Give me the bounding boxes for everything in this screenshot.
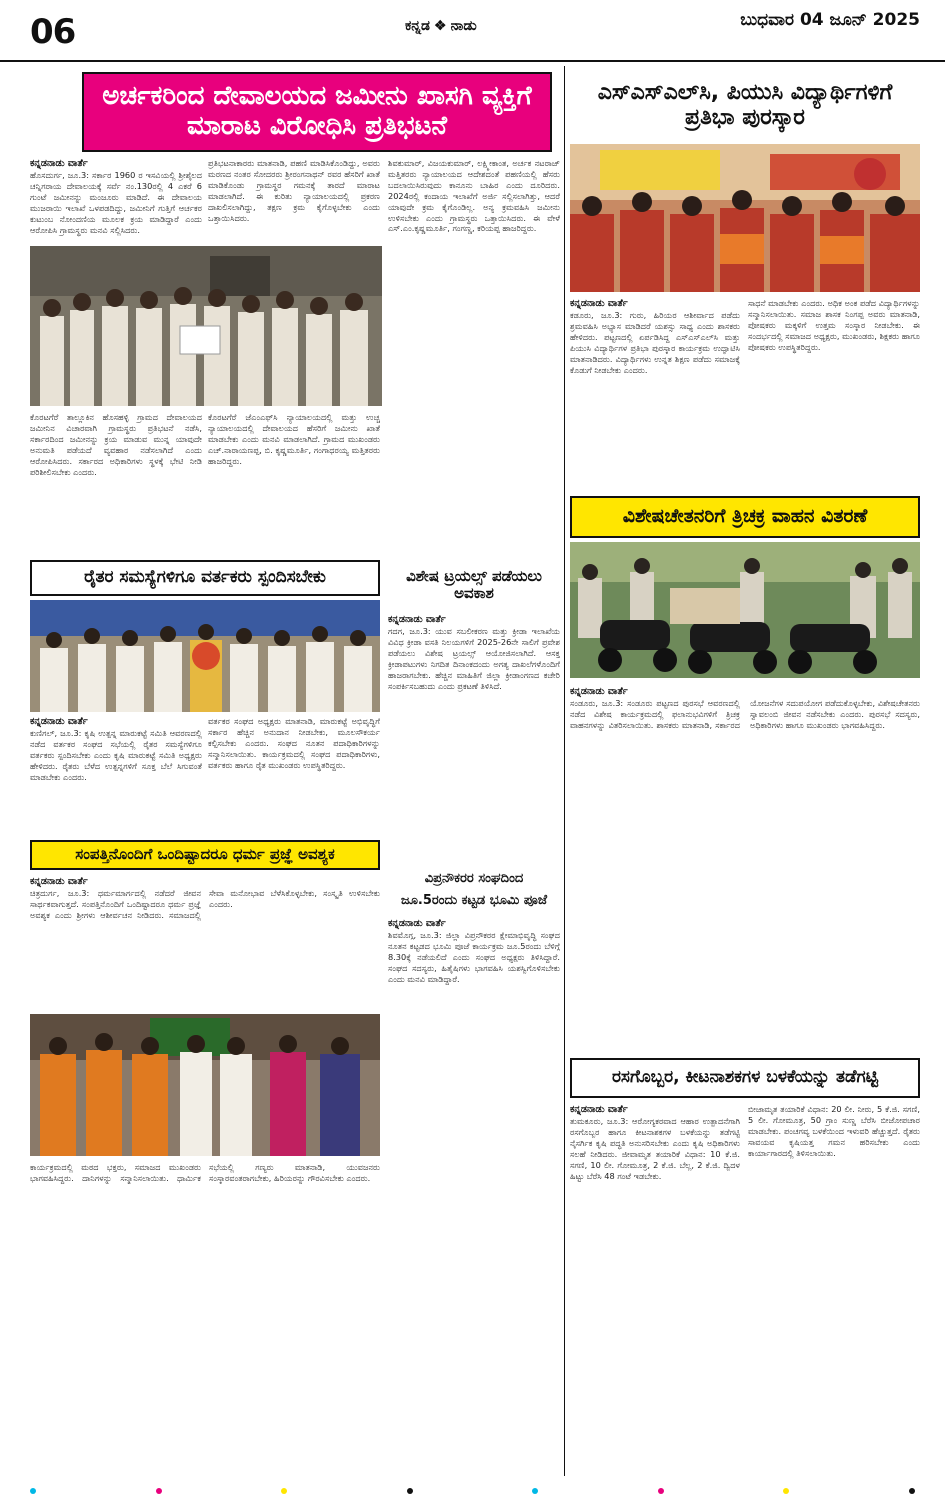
story-tricycle: ಸಂಡೂರು, ಜೂ.3: ಸಂಡೂರು ಪಟ್ಟಣದ ಪುರಸಭೆ ಆವರಣದಲ್ಲಿ ನಡೆದ ವಿಶೇಷ ಕಾರ್ಯಕ್ರಮದಲ್ಲಿ ಫಲಾನುಭವಿಗಳಿಗೆ ತ್ರಿಚಕ್ರ ವಾಹನಗಳನ್ನು ವಿತರಿಸಲಾಯಿತು. ಶಾಸಕರು ಮಾತನಾಡಿ, ಸರ್ಕಾರದ ಯೋಜನೆಗಳ ಸದುಪಯೋಗ ಪಡೆದುಕೊಳ್ಳಬೇಕು, ವಿಶೇಷಚೇತನರು ಸ್ವಾವಲಂಬಿ ಜೀವನ ನಡೆಸಬೇಕು ಎಂದರು. ಪುರಸಭೆ ಸದಸ್ಯರು, ಅಧಿಕಾರಿಗಳು ಹಾಗೂ ಮುಖಂಡರು ಭಾಗವಹಿಸಿದ್ದರು. xyxy=(570,698,920,730)
story-temple-land-3: ಶಿವಕುಮಾರ್, ವಿಜಯಕುಮಾರ್, ಲಕ್ಷ್ಮೀಕಾಂತ, ಅರ್ಚಕ ನಟರಾಜ್ ಮತ್ತಿತರರು ನ್ಯಾಯಾಲಯದ ಆದೇಶದಂತೆ ಪಹಣಿಯಲ್ಲಿ ಹೆಸರು ಬದಲಾಯಿಸಿರುವುದು ಕಾನೂನು ಬಾಹಿರ ಎಂದು ದೂರಿದರು. 2024ರಲ್ಲಿ ಕಂದಾಯ ಇಲಾಖೆಗೆ ಅರ್ಜಿ ಸಲ್ಲಿಸಲಾಗಿತ್ತು, ಆದರೆ ಯಾವುದೇ ಕ್ರಮ ಕೈಗೊಂಡಿಲ್ಲ. ಅನ್ಯ ಕ್ರಮವಹಿಸಿ ಜಮೀನು ಉಳಿಸಬೇಕು ಎಂದು ಗ್ರಾಮಸ್ಥರು ಒತ್ತಾಯಿಸಿದರು. ಈ ವೇಳೆ ಎಸ್.ಎಂ.ಕೃಷ್ಣಮೂರ್ತಿ, ಗಂಗಣ್ಣ, ಕರಿಯಪ್ಪ ಹಾಜರಿದ್ದರು. xyxy=(388,158,560,234)
byline-vipra: ಕನ್ನಡನಾಡು ವಾರ್ತೆ xyxy=(388,918,446,929)
story-fertilizer-1: ತುಮಕೂರು, ಜೂ.3: ಆರೋಗ್ಯಕರವಾದ ಆಹಾರ ಉತ್ಪಾದನೆಗಾಗಿ ರಸಗೊಬ್ಬರ ಹಾಗೂ ಕೀಟನಾಶಕಗಳ ಬಳಕೆಯನ್ನು ತಡೆಗಟ್ಟಿ ನೈಸರ್ಗಿಕ ಕೃಷಿ ಪದ್ಧತಿ ಅನುಸರಿಸಬೇಕು ಎಂದು ಕೃಷಿ ಅಧಿಕಾರಿಗಳು ಸಲಹೆ ನೀಡಿದರು. ಜೀವಾಮೃತ ತಯಾರಿಕೆ ವಿಧಾನ: 10 ಕೆ.ಜಿ. ಸಗಣಿ, 10 ಲೀ. ಗೋಮೂತ್ರ, 2 ಕೆ.ಜಿ. ಬೆಲ್ಲ, 2 ಕೆ.ಜಿ. ದ್ವಿದಳ ಹಿಟ್ಟು ಬೆರೆಸಿ 48 ಗಂಟೆ ಇಡಬೇಕು. xyxy=(570,1116,740,1181)
story-farmers-2: ವರ್ತಕರ ಸಂಘದ ಅಧ್ಯಕ್ಷರು ಮಾತನಾಡಿ, ಮಾರುಕಟ್ಟೆ ಅಭಿವೃದ್ಧಿಗೆ ಸರ್ಕಾರ ಹೆಚ್ಚಿನ ಅನುದಾನ ನೀಡಬೇಕು, ಮೂಲಸೌಕರ್ಯ ಕಲ್ಪಿಸಬೇಕು ಎಂದರು. ಸಂಘದ ನೂತನ ಪದಾಧಿಕಾರಿಗಳನ್ನು ಸನ್ಮಾನಿಸಲಾಯಿತು. ಕಾರ್ಯಕ್ರಮದಲ್ಲಿ ಸಂಘದ ಪದಾಧಿಕಾರಿಗಳು, ವರ್ತಕರು ಹಾಗೂ ರೈತ ಮುಖಂಡರು ಉಪಸ್ಥಿತರಿದ್ದರು. xyxy=(208,716,380,770)
story-fertilizer-2: ಬೀಜಾಮೃತ ತಯಾರಿಕೆ ವಿಧಾನ: 20 ಲೀ. ನೀರು, 5 ಕೆ.ಜಿ. ಸಗಣಿ, 5 ಲೀ. ಗೋಮೂತ್ರ, 50 ಗ್ರಾಂ ಸುಣ್ಣ ಬೆರೆಸಿ ಬೀಜೋಪಚಾರ ಮಾಡಬೇಕು. ಪಂಚಗವ್ಯ ಬಳಕೆಯಿಂದ ಇಳುವರಿ ಹೆಚ್ಚುತ್ತದೆ. ರೈತರು ಸಾವಯವ ಕೃಷಿಯತ್ತ ಗಮನ ಹರಿಸಬೇಕು ಎಂದು ಕಾರ್ಯಾಗಾರದಲ್ಲಿ ತಿಳಿಸಲಾಯಿತು. xyxy=(748,1104,920,1158)
photo-temple-protest xyxy=(30,246,382,406)
byline-farmers: ಕನ್ನಡನಾಡು ವಾರ್ತೆ xyxy=(30,716,88,727)
story-sslc-puc-2: ಸಾಧನೆ ಮಾಡಬೇಕು ಎಂದರು. ಅಧಿಕ ಅಂಕ ಪಡೆದ ವಿದ್ಯಾರ್ಥಿಗಳನ್ನು ಸನ್ಮಾನಿಸಲಾಯಿತು. ಸಮಾಜ ಶಾಸಕ ನಿಂಗಪ್ಪ ಅವರು ಮಾತನಾಡಿ, ಪೋಷಕರು ಮಕ್ಕಳಿಗೆ ಉತ್ತಮ ಸಂಸ್ಕಾರ ನೀಡಬೇಕು. ಈ ಸಂದರ್ಭದಲ್ಲಿ ಸಮಾಜದ ಅಧ್ಯಕ್ಷರು, ಮುಖಂಡರು, ಶಿಕ್ಷಕರು ಹಾಗೂ ಪೋಷಕರು ಉಪಸ್ಥಿತರಿದ್ದರು. xyxy=(748,298,920,352)
byline-fertilizer: ಕನ್ನಡನಾಡು ವಾರ್ತೆ xyxy=(570,1104,628,1115)
story-wealth-1: ಚಿತ್ರದುರ್ಗ, ಜೂ.3: ಧರ್ಮಮಾರ್ಗದಲ್ಲಿ ನಡೆದರೆ ಜೀವನ ಸಾರ್ಥಕವಾಗುತ್ತದೆ. ಸಂಪತ್ತಿನೊಂದಿಗೆ ಒಂದಿಷ್ಟಾದರೂ ಧರ್ಮ ಪ್ರಜ್ಞೆ ಅವಶ್ಯಕ ಎಂದು ಶ್ರೀಗಳು ಆಶೀರ್ವಚನ ನೀಡಿದರು. ಸಮಾಜದಲ್ಲಿ ಸೇವಾ ಮನೋಭಾವ ಬೆಳೆಸಿಕೊಳ್ಳಬೇಕು, ಸಂಸ್ಕೃತಿ ಉಳಿಸಬೇಕು ಎಂದರು. xyxy=(30,888,380,920)
headline-wealth: ಸಂಪತ್ತಿನೊಂದಿಗೆ ಒಂದಿಷ್ಟಾದರೂ ಧರ್ಮ ಪ್ರಜ್ಞೆ ಅವಶ್ಯಕ xyxy=(30,840,380,870)
story-temple-land-5: ಕೊರಟಗೆರೆ ಜೆಎಂಎಫ್‌ಸಿ ನ್ಯಾಯಾಲಯದಲ್ಲಿ ಮತ್ತು ಉಚ್ಚ ನ್ಯಾಯಾಲಯದಲ್ಲಿ ದೇವಾಲಯದ ಹೆಸರಿಗೆ ಜಮೀನು ಖಾತೆ ಮಾಡಬೇಕು ಎಂದು ಮನವಿ ಮಾಡಲಾಗಿದೆ. ಗ್ರಾಮದ ಮುಖಂಡರು ಎಚ್.ನಾರಾಯಣಪ್ಪ, ಬಿ. ಕೃಷ್ಣಮೂರ್ತಿ, ಗಂಗಾಧರಯ್ಯ ಮತ್ತಿತರರು ಹಾಜರಿದ್ದರು. xyxy=(208,412,380,466)
black-swatch xyxy=(407,1488,413,1494)
headline-fertilizer: ರಸಗೊಬ್ಬರ, ಕೀಟನಾಶಕಗಳ ಬಳಕೆಯನ್ನು ತಡೆಗಟ್ಟಿ xyxy=(570,1058,920,1098)
color-registration-marks xyxy=(30,1488,915,1496)
story-temple-land-1: ಹೊಸದುರ್ಗ, ಜೂ.3: ಸರ್ಕಾರ 1960 ರ ಇಸವಿಯಲ್ಲಿ ಶ್ರೀಶೈಲದ ಚನ್ನಿಗರಾಯ ದೇವಾಲಯಕ್ಕೆ ಸರ್ವೆ ನಂ.130ರಲ್ಲಿ 4 ಎಕರೆ 6 ಗುಂಟೆ ಜಮೀನನ್ನು ಮಂಜೂರು ಮಾಡಿದೆ. ಈ ದೇವಾಲಯ ಮುಜರಾಯಿ ಇಲಾಖೆ ಒಳಪಡದಿದ್ದು, ಜಮೀನಿಗೆ ಗುತ್ತಿಗೆ ಆರ್ಚಕರ ಕುಟುಂಬ ನೋಂದಣಿಯ ಮೂಲಕ ಕ್ರಯ ಮಾಡಿದ್ದಾರೆ ಎಂದು ಆರೋಪಿಸಿ ಗ್ರಾಮಸ್ಥರು ಮನವಿ ಸಲ್ಲಿಸಿದರು. xyxy=(30,170,202,235)
story-sslc-puc-1: ಕಡೂರು, ಜೂ.3: ಗುರು, ಹಿರಿಯರ ಆಶೀರ್ವಾದ ಪಡೆದು ಶ್ರಮವಹಿಸಿ ಅಭ್ಯಾಸ ಮಾಡಿದರೆ ಯಶಸ್ಸು ಸಾಧ್ಯ ಎಂದು ಶಾಸಕರು ಹೇಳಿದರು. ಪಟ್ಟಣದಲ್ಲಿ ಏರ್ಪಡಿಸಿದ್ದ ಎಸ್‌ಎಸ್‌ಎಲ್‌ಸಿ ಮತ್ತು ಪಿಯುಸಿ ವಿದ್ಯಾರ್ಥಿಗಳ ಪ್ರತಿಭಾ ಪುರಸ್ಕಾರ ಕಾರ್ಯಕ್ರಮ ಉದ್ಘಾಟಿಸಿ ಮಾತನಾಡಿದರು. ವಿದ್ಯಾರ್ಥಿಗಳು ಉನ್ನತ ಶಿಕ್ಷಣ ಪಡೆದು ಸಮಾಜಕ್ಕೆ ಕೊಡುಗೆ ನೀಡಬೇಕು ಎಂದರು. xyxy=(570,310,740,375)
story-temple-land-2: ಪ್ರತಿಭಟನಾಕಾರರು ಮಾತನಾಡಿ, ಪಹಣಿ ಮಾಡಿಸಿಕೊಂಡಿದ್ದು, ಅವರು ಮರಣದ ನಂತರ ಸೋದರರು ಶ್ರೀರಂಗನಾಥನ್ ರವರ ಹೆಸರಿಗೆ ಖಾತೆ ಮಾಡಿಕೊಂಡು ಗ್ರಾಮಸ್ಥರ ಗಮನಕ್ಕೆ ತಾರದೆ ಮಾರಾಟ ಮಾಡಲಾಗಿದೆ. ಈ ಕುರಿತು ನ್ಯಾಯಾಲಯದಲ್ಲಿ ಪ್ರಕರಣ ದಾಖಲಿಸಲಾಗಿದ್ದು, ತಕ್ಷಣ ಕ್ರಮ ಕೈಗೊಳ್ಳಬೇಕು ಎಂದು ಒತ್ತಾಯಿಸಿದರು. xyxy=(208,158,380,223)
photo-traders-meeting xyxy=(30,600,380,712)
cyan-swatch xyxy=(532,1488,538,1494)
headline-temple-land: ಅರ್ಚಕರಿಂದ ದೇವಾಲಯದ ಜಮೀನು ಖಾಸಗಿ ವ್ಯಕ್ತಿಗೆ ಮಾರಾಟ ವಿರೋಧಿಸಿ ಪ್ರತಿಭಟನೆ xyxy=(82,72,552,152)
headline-special-trial: ವಿಶೇಷ ಟ್ರಯಲ್ಸ್ ಪಡೆಯಲು ಅವಕಾಶ xyxy=(388,560,560,610)
story-vipra: ಶಿವಮೊಗ್ಗ, ಜೂ.3: ಜಿಲ್ಲಾ ವಿಪ್ರನೌಕರರ ಕ್ಷೇಮಾಭಿವೃದ್ಧಿ ಸಂಘದ ನೂತನ ಕಟ್ಟಡದ ಭೂಮಿ ಪೂಜೆ ಕಾರ್ಯಕ್ರಮ ಜೂ.5ರಂದು ಬೆಳಿಗ್ಗೆ 8.30ಕ್ಕೆ ನಡೆಯಲಿದೆ ಎಂದು ಸಂಘದ ಅಧ್ಯಕ್ಷರು ತಿಳಿಸಿದ್ದಾರೆ. ಸಂಘದ ಸದಸ್ಯರು, ಹಿತೈಷಿಗಳು ಭಾಗವಹಿಸಿ ಯಶಸ್ವಿಗೊಳಿಸಬೇಕು ಎಂದು ಮನವಿ ಮಾಡಿದ್ದಾರೆ. xyxy=(388,930,560,984)
yellow-swatch xyxy=(281,1488,287,1494)
headline-tricycle: ವಿಶೇಷಚೇತನರಿಗೆ ತ್ರಿಚಕ್ರ ವಾಹನ ವಿತರಣೆ xyxy=(570,496,920,538)
byline-temple-land: ಕನ್ನಡನಾಡು ವಾರ್ತೆ xyxy=(30,158,88,169)
column-divider xyxy=(564,66,565,1476)
headline-vipra-sub: ಜೂ.5ರಂದು ಕಟ್ಟಡ ಭೂಮಿ ಪೂಜೆ xyxy=(388,890,560,912)
story-special-trial: ಗದಗ, ಜೂ.3: ಯುವ ಸಬಲೀಕರಣ ಮತ್ತು ಕ್ರೀಡಾ ಇಲಾಖೆಯ ವಿವಿಧ ಕ್ರೀಡಾ ವಸತಿ ನಿಲಯಗಳಿಗೆ 2025-26ನೇ ಸಾಲಿಗೆ ಪ್ರವೇಶ ಪಡೆಯಲು ವಿಶೇಷ ಟ್ರಯಲ್ಸ್ ಆಯೋಜಿಸಲಾಗಿದೆ. ಆಸಕ್ತ ಕ್ರೀಡಾಪಟುಗಳು ನಿಗದಿತ ದಿನಾಂಕದಂದು ಅಗತ್ಯ ದಾಖಲೆಗಳೊಂದಿಗೆ ಹಾಜರಾಗಬೇಕು. ಹೆಚ್ಚಿನ ಮಾಹಿತಿಗೆ ಜಿಲ್ಲಾ ಕ್ರೀಡಾಂಗಣದ ಕಚೇರಿ ಸಂಪರ್ಕಿಸಬಹುದು ಎಂದು ಪ್ರಕಟಣೆ ತಿಳಿಸಿದೆ. xyxy=(388,626,560,691)
black-swatch xyxy=(909,1488,915,1494)
page-number: 06 xyxy=(30,12,76,52)
magenta-swatch xyxy=(156,1488,162,1494)
byline-sslc-puc: ಕನ್ನಡನಾಡು ವಾರ್ತೆ xyxy=(570,298,628,309)
byline-special-trial: ಕನ್ನಡನಾಡು ವಾರ್ತೆ xyxy=(388,614,446,625)
byline-wealth: ಕನ್ನಡನಾಡು ವಾರ್ತೆ xyxy=(30,876,88,887)
photo-tricycle-distribution xyxy=(570,542,920,678)
byline-tricycle: ಕನ್ನಡನಾಡು ವಾರ್ತೆ xyxy=(570,686,628,697)
headline-sslc-puc: ಎಸ್‌ಎಸ್‌ಎಲ್‌ಸಿ, ಪಿಯುಸಿ ವಿದ್ಯಾರ್ಥಿಗಳಿಗೆ ಪ್ರತಿಭಾ ಪುರಸ್ಕಾರ xyxy=(570,70,920,140)
magenta-swatch xyxy=(658,1488,664,1494)
story-farmers-1: ಕುಣಿಗಲ್, ಜೂ.3: ಕೃಷಿ ಉತ್ಪನ್ನ ಮಾರುಕಟ್ಟೆ ಸಮಿತಿ ಆವರಣದಲ್ಲಿ ನಡೆದ ವರ್ತಕರ ಸಂಘದ ಸಭೆಯಲ್ಲಿ ರೈತರ ಸಮಸ್ಯೆಗಳಿಗೂ ವರ್ತಕರು ಸ್ಪಂದಿಸಬೇಕು ಎಂದು ಕೃಷಿ ಮಾರುಕಟ್ಟೆ ಸಮಿತಿ ಅಧ್ಯಕ್ಷರು ಹೇಳಿದರು. ರೈತರು ಬೆಳೆದ ಉತ್ಪನ್ನಗಳಿಗೆ ಸೂಕ್ತ ಬೆಲೆ ಸಿಗುವಂತೆ ಮಾಡಬೇಕು ಎಂದರು. xyxy=(30,728,202,782)
headline-vipra: ವಿಪ್ರನೌಕರರ ಸಂಘದಿಂದ xyxy=(388,868,560,890)
photo-religious-event xyxy=(30,1014,380,1156)
headline-farmers: ರೈತರ ಸಮಸ್ಯೆಗಳಿಗೂ ವರ್ತಕರು ಸ್ಪಂದಿಸಬೇಕು xyxy=(30,560,380,596)
issue-date: ಬುಧವಾರ 04 ಜೂನ್ 2025 xyxy=(740,10,920,30)
cyan-swatch xyxy=(30,1488,36,1494)
paper-name: ಕನ್ನಡ ❖ ನಾಡು xyxy=(405,18,477,34)
yellow-swatch xyxy=(783,1488,789,1494)
photo-award-ceremony xyxy=(570,144,920,292)
story-temple-land-4: ಕೊರಟಗೆರೆ ತಾಲ್ಲೂಕಿನ ಹೊಸಹಳ್ಳಿ ಗ್ರಾಮದ ದೇವಾಲಯದ ಜಮೀನಿನ ವಿಚಾರವಾಗಿ ಗ್ರಾಮಸ್ಥರು ಪ್ರತಿಭಟನೆ ನಡೆಸಿ, ಸರ್ಕಾರದಿಂದ ಜಮೀನನ್ನು ಕ್ರಯ ಮಾಡುವ ಮುನ್ನ ಯಾವುದೇ ಅನುಮತಿ ಪಡೆಯದೆ ವ್ಯವಹಾರ ನಡೆಸಲಾಗಿದೆ ಎಂದು ಆರೋಪಿಸಿದರು. ಸರ್ಕಾರದ ಅಧಿಕಾರಿಗಳು ಸ್ಥಳಕ್ಕೆ ಭೇಟಿ ನೀಡಿ ಪರಿಶೀಲಿಸಬೇಕು ಎಂದರು. xyxy=(30,412,202,477)
story-wealth-2: ಕಾರ್ಯಕ್ರಮದಲ್ಲಿ ಮಠದ ಭಕ್ತರು, ಸಮಾಜದ ಮುಖಂಡರು ಭಾಗವಹಿಸಿದ್ದರು. ದಾನಿಗಳನ್ನು ಸನ್ಮಾನಿಸಲಾಯಿತು. ಧಾರ್ಮಿಕ ಸಭೆಯಲ್ಲಿ ಗಣ್ಯರು ಮಾತನಾಡಿ, ಯುವಜನರು ಸಂಸ್ಕಾರವಂತರಾಗಬೇಕು, ಹಿರಿಯರನ್ನು ಗೌರವಿಸಬೇಕು ಎಂದರು. xyxy=(30,1162,380,1183)
